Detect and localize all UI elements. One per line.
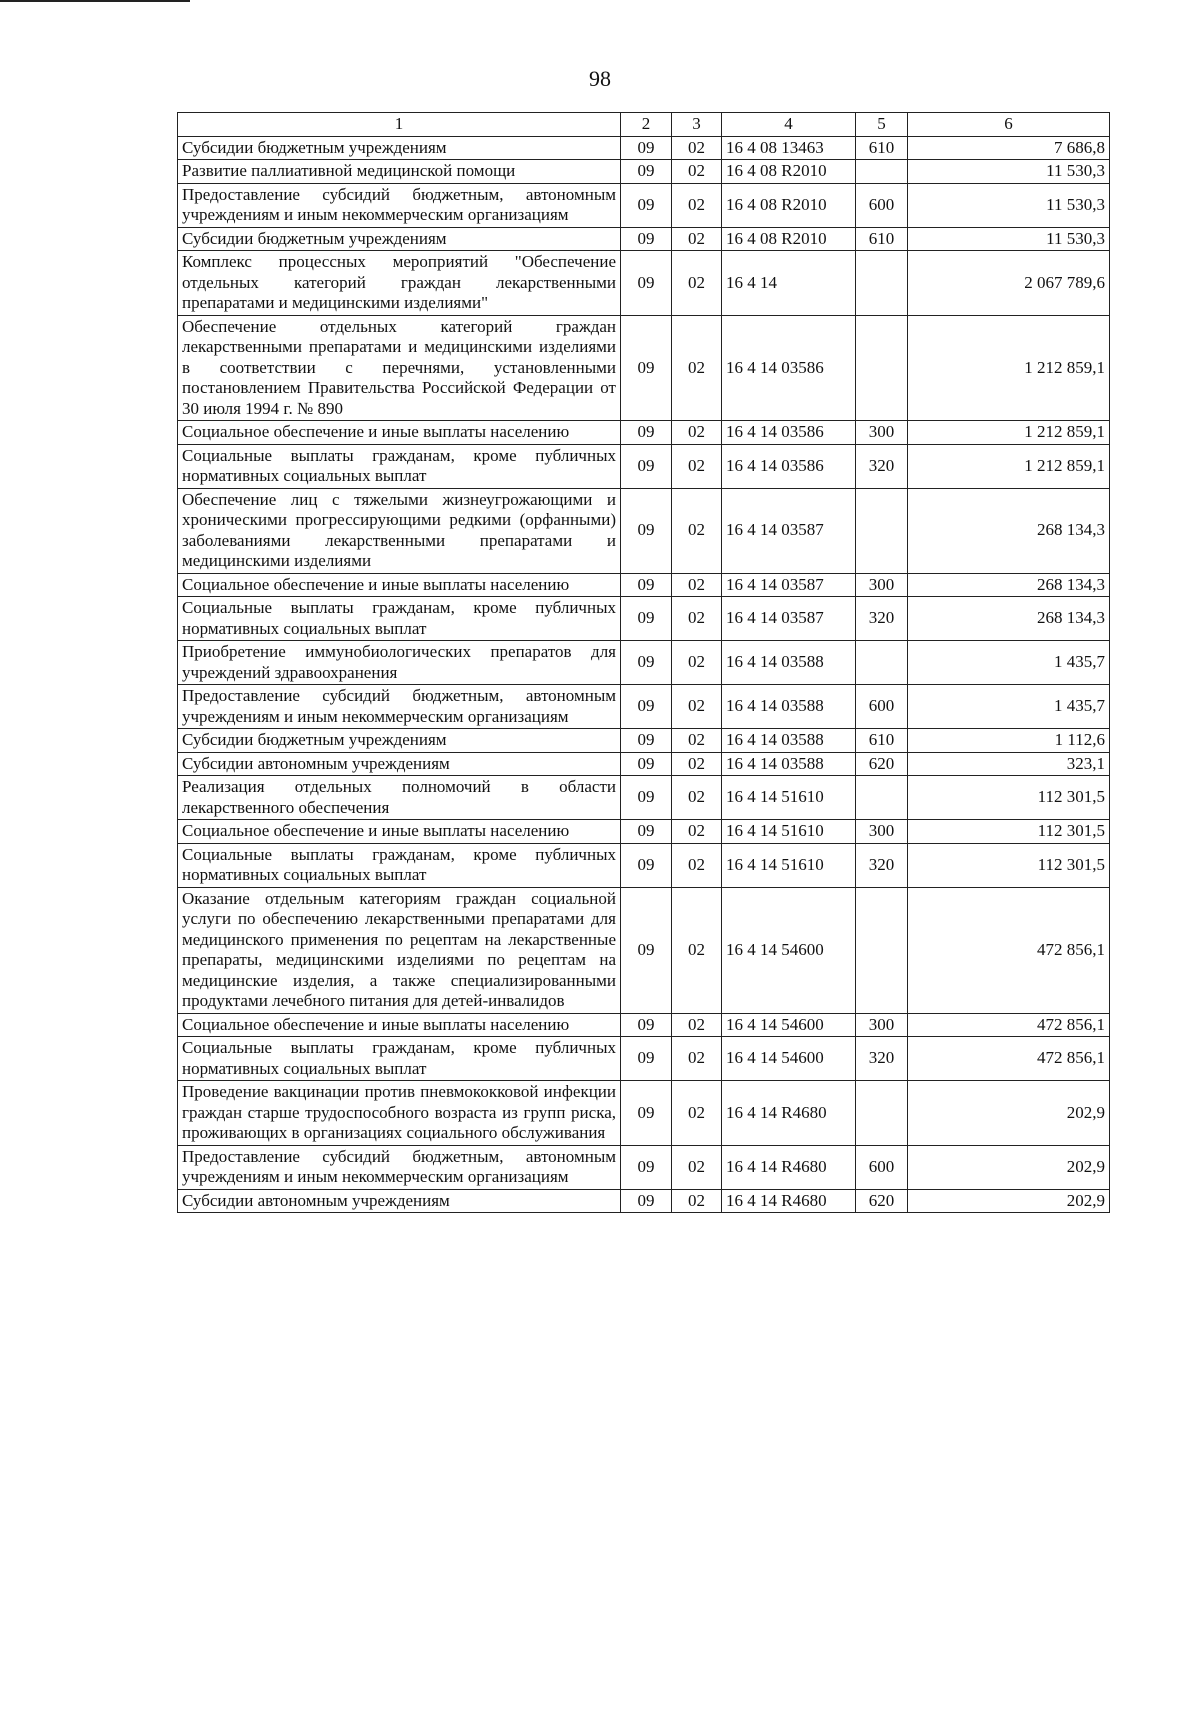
table-row <box>178 1037 1110 1081</box>
row-expense-type: 610 <box>856 729 908 753</box>
row-expense-type: 300 <box>856 573 908 597</box>
row-subsection: 02 <box>672 887 722 1013</box>
row-expense-type <box>856 641 908 685</box>
row-expense-type: 320 <box>856 843 908 887</box>
row-section: 09 <box>621 1081 672 1146</box>
row-expense-type: 610 <box>856 136 908 160</box>
table-row <box>178 1081 1110 1146</box>
table-row <box>178 315 1110 421</box>
row-section: 09 <box>621 488 672 573</box>
row-subsection: 02 <box>672 136 722 160</box>
row-target-code: 16 4 14 54600 <box>722 1037 856 1081</box>
header-col-5: 5 <box>856 113 908 137</box>
row-expense-type <box>856 776 908 820</box>
row-name: Реализация отдельных полномочий в области лекарственного обеспечения <box>178 776 621 820</box>
top-rule <box>0 0 190 2</box>
row-amount: 268 134,3 <box>908 488 1110 573</box>
header-col-1: 1 <box>178 113 621 137</box>
row-section: 09 <box>621 444 672 488</box>
row-target-code: 16 4 08 R2010 <box>722 227 856 251</box>
row-target-code: 16 4 08 13463 <box>722 136 856 160</box>
row-target-code: 16 4 14 03588 <box>722 641 856 685</box>
table-row <box>178 160 1110 184</box>
row-name: Социальные выплаты гражданам, кроме публичных нормативных социальных выплат <box>178 444 621 488</box>
row-subsection: 02 <box>672 776 722 820</box>
row-target-code: 16 4 14 54600 <box>722 887 856 1013</box>
row-expense-type: 300 <box>856 820 908 844</box>
row-name: Субсидии автономным учреждениям <box>178 752 621 776</box>
row-target-code: 16 4 14 03587 <box>722 573 856 597</box>
row-name: Социальные выплаты гражданам, кроме публичных нормативных социальных выплат <box>178 1037 621 1081</box>
row-amount: 472 856,1 <box>908 1013 1110 1037</box>
row-amount: 202,9 <box>908 1189 1110 1213</box>
table-row <box>178 776 1110 820</box>
row-name: Приобретение иммунобиологических препаратов для учреждений здравоохранения <box>178 641 621 685</box>
row-name: Проведение вакцинации против пневмококковой инфекции граждан старше трудоспособного возраста из групп риска, проживающих в организациях социального обслуживания <box>178 1081 621 1146</box>
row-section: 09 <box>621 1013 672 1037</box>
row-section: 09 <box>621 160 672 184</box>
table-row <box>178 685 1110 729</box>
row-target-code: 16 4 14 03588 <box>722 685 856 729</box>
row-expense-type: 600 <box>856 1145 908 1189</box>
row-target-code: 16 4 14 03587 <box>722 597 856 641</box>
row-target-code: 16 4 14 03587 <box>722 488 856 573</box>
row-expense-type: 300 <box>856 1013 908 1037</box>
row-expense-type: 300 <box>856 421 908 445</box>
row-amount: 472 856,1 <box>908 1037 1110 1081</box>
row-section: 09 <box>621 183 672 227</box>
row-section: 09 <box>621 573 672 597</box>
row-amount: 1 212 859,1 <box>908 421 1110 445</box>
row-amount: 268 134,3 <box>908 573 1110 597</box>
row-name: Социальные выплаты гражданам, кроме публичных нормативных социальных выплат <box>178 843 621 887</box>
row-subsection: 02 <box>672 488 722 573</box>
table-row <box>178 1013 1110 1037</box>
row-expense-type <box>856 160 908 184</box>
row-target-code: 16 4 14 54600 <box>722 1013 856 1037</box>
row-section: 09 <box>621 685 672 729</box>
row-amount: 112 301,5 <box>908 820 1110 844</box>
row-name: Социальное обеспечение и иные выплаты населению <box>178 421 621 445</box>
row-amount: 11 530,3 <box>908 227 1110 251</box>
table-row <box>178 597 1110 641</box>
table-row <box>178 843 1110 887</box>
row-target-code: 16 4 08 R2010 <box>722 183 856 227</box>
row-target-code: 16 4 14 R4680 <box>722 1081 856 1146</box>
row-subsection: 02 <box>672 573 722 597</box>
row-expense-type: 320 <box>856 444 908 488</box>
budget-table <box>177 112 1110 1213</box>
row-name: Социальные выплаты гражданам, кроме публичных нормативных социальных выплат <box>178 597 621 641</box>
header-row <box>178 113 1110 137</box>
row-target-code: 16 4 08 R2010 <box>722 160 856 184</box>
row-subsection: 02 <box>672 1081 722 1146</box>
row-name: Обеспечение лиц с тяжелыми жизнеугрожающими и хроническими прогрессирующими редкими (орфанными) заболеваниями лекарственными препаратами и медицинскими изделиями <box>178 488 621 573</box>
row-subsection: 02 <box>672 1013 722 1037</box>
row-name: Субсидии бюджетным учреждениям <box>178 227 621 251</box>
row-subsection: 02 <box>672 421 722 445</box>
table-row <box>178 641 1110 685</box>
row-section: 09 <box>621 251 672 316</box>
row-expense-type <box>856 1081 908 1146</box>
row-name: Предоставление субсидий бюджетным, автономным учреждениям и иным некоммерческим организациям <box>178 685 621 729</box>
row-target-code: 16 4 14 R4680 <box>722 1145 856 1189</box>
row-section: 09 <box>621 1145 672 1189</box>
row-section: 09 <box>621 315 672 421</box>
row-amount: 112 301,5 <box>908 843 1110 887</box>
row-amount: 112 301,5 <box>908 776 1110 820</box>
row-name: Оказание отдельным категориям граждан социальной услуги по обеспечению лекарственными препаратами для медицинского применения по рецептам на лекарственные препараты, медицинскими изделиями по рецептам на медицинские изделия, а также специализированными продуктами лечебного питания для детей-инвалидов <box>178 887 621 1013</box>
row-subsection: 02 <box>672 597 722 641</box>
row-amount: 7 686,8 <box>908 136 1110 160</box>
row-section: 09 <box>621 820 672 844</box>
row-section: 09 <box>621 1189 672 1213</box>
row-subsection: 02 <box>672 752 722 776</box>
row-subsection: 02 <box>672 1037 722 1081</box>
row-amount: 1 212 859,1 <box>908 315 1110 421</box>
table-row <box>178 136 1110 160</box>
row-section: 09 <box>621 597 672 641</box>
row-name: Комплекс процессных мероприятий "Обеспечение отдельных категорий граждан лекарственными препаратами и медицинскими изделиями" <box>178 251 621 316</box>
row-section: 09 <box>621 641 672 685</box>
table-body <box>178 136 1110 1213</box>
row-section: 09 <box>621 776 672 820</box>
row-expense-type: 620 <box>856 1189 908 1213</box>
row-expense-type <box>856 887 908 1013</box>
table-row <box>178 444 1110 488</box>
row-name: Субсидии бюджетным учреждениям <box>178 136 621 160</box>
row-name: Субсидии автономным учреждениям <box>178 1189 621 1213</box>
row-name: Предоставление субсидий бюджетным, автономным учреждениям и иным некоммерческим организациям <box>178 1145 621 1189</box>
row-subsection: 02 <box>672 641 722 685</box>
table-row <box>178 820 1110 844</box>
row-expense-type: 600 <box>856 685 908 729</box>
table-row <box>178 251 1110 316</box>
row-amount: 1 112,6 <box>908 729 1110 753</box>
header-col-2: 2 <box>621 113 672 137</box>
row-name: Социальное обеспечение и иные выплаты населению <box>178 573 621 597</box>
row-subsection: 02 <box>672 729 722 753</box>
row-name: Социальное обеспечение и иные выплаты населению <box>178 820 621 844</box>
row-section: 09 <box>621 752 672 776</box>
row-subsection: 02 <box>672 1145 722 1189</box>
row-expense-type <box>856 488 908 573</box>
row-name: Социальное обеспечение и иные выплаты населению <box>178 1013 621 1037</box>
row-section: 09 <box>621 227 672 251</box>
row-name: Развитие паллиативной медицинской помощи <box>178 160 621 184</box>
header-col-4: 4 <box>722 113 856 137</box>
row-target-code: 16 4 14 03586 <box>722 444 856 488</box>
row-target-code: 16 4 14 03588 <box>722 752 856 776</box>
table-row <box>178 887 1110 1013</box>
row-amount: 1 212 859,1 <box>908 444 1110 488</box>
row-target-code: 16 4 14 <box>722 251 856 316</box>
row-expense-type <box>856 315 908 421</box>
row-amount: 202,9 <box>908 1145 1110 1189</box>
row-section: 09 <box>621 1037 672 1081</box>
row-subsection: 02 <box>672 444 722 488</box>
row-subsection: 02 <box>672 843 722 887</box>
row-name: Субсидии бюджетным учреждениям <box>178 729 621 753</box>
row-expense-type: 620 <box>856 752 908 776</box>
row-target-code: 16 4 14 51610 <box>722 820 856 844</box>
row-section: 09 <box>621 887 672 1013</box>
row-section: 09 <box>621 136 672 160</box>
table-row <box>178 573 1110 597</box>
row-target-code: 16 4 14 03588 <box>722 729 856 753</box>
table-row <box>178 227 1110 251</box>
table-header <box>178 113 1110 137</box>
table-row <box>178 183 1110 227</box>
row-subsection: 02 <box>672 227 722 251</box>
row-target-code: 16 4 14 51610 <box>722 776 856 820</box>
row-target-code: 16 4 14 03586 <box>722 421 856 445</box>
row-amount: 268 134,3 <box>908 597 1110 641</box>
row-expense-type: 320 <box>856 1037 908 1081</box>
row-subsection: 02 <box>672 820 722 844</box>
header-col-6: 6 <box>908 113 1110 137</box>
row-subsection: 02 <box>672 160 722 184</box>
row-target-code: 16 4 14 51610 <box>722 843 856 887</box>
table-row <box>178 488 1110 573</box>
row-expense-type: 600 <box>856 183 908 227</box>
row-subsection: 02 <box>672 315 722 421</box>
row-amount: 11 530,3 <box>908 183 1110 227</box>
table-row <box>178 1189 1110 1213</box>
row-amount: 472 856,1 <box>908 887 1110 1013</box>
row-subsection: 02 <box>672 1189 722 1213</box>
row-name: Предоставление субсидий бюджетным, автономным учреждениям и иным некоммерческим организациям <box>178 183 621 227</box>
row-amount: 202,9 <box>908 1081 1110 1146</box>
row-expense-type: 320 <box>856 597 908 641</box>
row-amount: 2 067 789,6 <box>908 251 1110 316</box>
row-amount: 323,1 <box>908 752 1110 776</box>
row-section: 09 <box>621 421 672 445</box>
table-row <box>178 421 1110 445</box>
header-col-3: 3 <box>672 113 722 137</box>
row-subsection: 02 <box>672 183 722 227</box>
row-amount: 1 435,7 <box>908 685 1110 729</box>
row-subsection: 02 <box>672 251 722 316</box>
row-section: 09 <box>621 843 672 887</box>
row-target-code: 16 4 14 03586 <box>722 315 856 421</box>
page-number: 98 <box>589 66 611 91</box>
row-amount: 1 435,7 <box>908 641 1110 685</box>
row-target-code: 16 4 14 R4680 <box>722 1189 856 1213</box>
table-row <box>178 1145 1110 1189</box>
table-row <box>178 729 1110 753</box>
row-expense-type: 610 <box>856 227 908 251</box>
row-section: 09 <box>621 729 672 753</box>
table-row <box>178 752 1110 776</box>
row-amount: 11 530,3 <box>908 160 1110 184</box>
row-subsection: 02 <box>672 685 722 729</box>
row-name: Обеспечение отдельных категорий граждан лекарственными препаратами и медицинскими изделиями в соответствии с перечнями, установленными постановлением Правительства Российской Федерации от 30 июля 1994 г. № 890 <box>178 315 621 421</box>
row-expense-type <box>856 251 908 316</box>
